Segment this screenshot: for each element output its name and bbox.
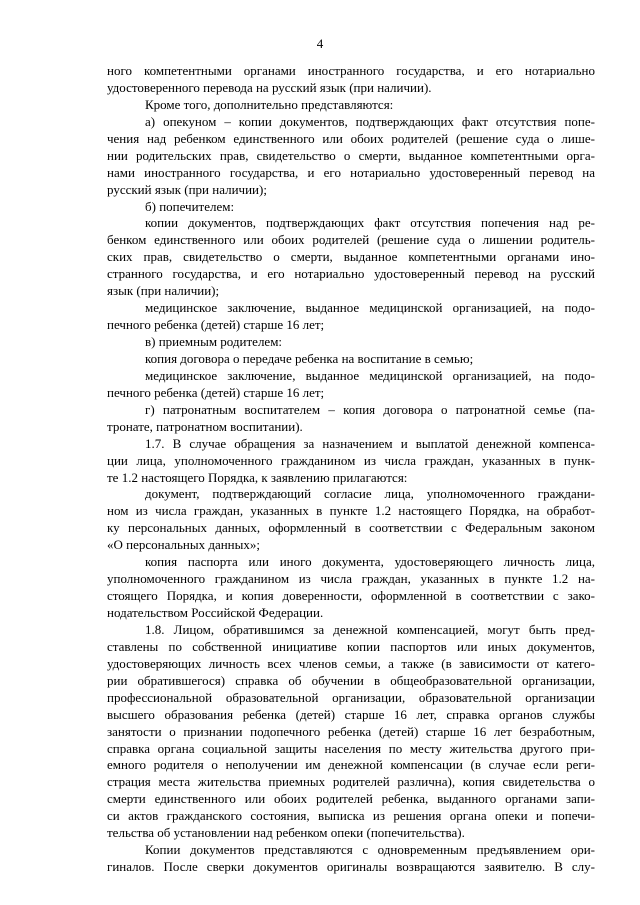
text-line: г) патронатным воспитателем – копия договора о патронатной семье (па- (145, 401, 595, 417)
text-line: «О персональных данных»; (107, 537, 260, 553)
text-line: а) опекуном – копии документов, подтверждающих факт отсутствия попе- (145, 113, 595, 129)
text-line: гиналов. После сверки документов оригиналы возвращаются заявителю. В слу- (107, 859, 595, 875)
text-line: чения над ребенком единственного или обоих родителей (решение суда о лише- (107, 130, 595, 146)
text-line: уполномоченного гражданином из числа граждан, указанных в пункте 1.2 на- (107, 571, 595, 587)
text-line: нии родительских прав, свидетельство о смерти, выданное компетентными орга- (107, 147, 595, 163)
page-number: 4 (316, 36, 324, 51)
text-line: нодательством Российской Федерации. (107, 605, 324, 620)
text-line: емного родителя о неполучении им денежной компенсации (в случае если реги- (107, 757, 595, 773)
text-line: ном из числа граждан, указанных в пункте 1.2 настоящего Порядка, на обработ- (107, 503, 595, 519)
text-line: ного компетентными органами иностранного государства, и его нотариально (107, 63, 595, 78)
text-line: Копии документов представляются с одновременным предъявлением ори- (145, 842, 595, 858)
text-line: копии документов, подтверждающих факт отсутствия попечения над ре- (145, 215, 595, 231)
text-line: 1.7. В случае обращения за назначением и выплатой денежной компенса- (145, 435, 595, 451)
text-line: смерти единственного или обоих родителей ребенка, выданного органами запи- (107, 791, 595, 807)
text-line: си актов гражданского состояния, выписка из решения органа опеки и попечи- (107, 808, 595, 824)
text-line: русский язык (при наличии); (107, 181, 267, 197)
text-line: печного ребенка (детей) старше 16 лет; (107, 317, 325, 333)
text-line: печного ребенка (детей) старше 16 лет; (107, 384, 325, 400)
text-line: удостоверенного перевода на русский язык (при наличии). (107, 79, 432, 95)
text-line: ции лица, уполномоченного гражданином из числа граждан, указанных в пунк- (107, 452, 595, 468)
text-line: удостоверяющих личность всех членов семьи, а также (в зависимости от катего- (107, 655, 595, 671)
text-line: высшего образования ребенка (детей) старше 16 лет, справка органов службы (107, 706, 595, 722)
text-line: медицинское заключение, выданное медицинской организацией, на подо- (145, 367, 595, 383)
text-line: страция места жительства приемных родителей различна), копия свидетельства о (107, 774, 595, 790)
text-line: занятости о признании подопечного ребенка (детей) старше 16 лет безработным, (107, 723, 595, 739)
text-line: 1.8. Лицом, обратившимся за денежной компенсацией, могут быть пред- (145, 621, 595, 637)
text-line: стоящего Порядка, и копия доверенности, оформленной в соответствии с зако- (107, 588, 595, 604)
text-line: нами иностранного государства, и его нотариально удостоверенный перевод на (107, 164, 595, 180)
text-line: рии обратившегося) справка об обучении в общеобразовательной организации, (107, 672, 595, 688)
text-line: профессиональной образовательной организации, образовательной организации (107, 689, 595, 705)
text-line: медицинское заключение, выданное медицинской организацией, на подо- (145, 300, 595, 316)
text-line: документ, подтверждающий согласие лица, уполномоченного граждани- (145, 486, 595, 502)
text-line: ку персональных данных, оформленный в соответствии с Федеральным законом (107, 520, 595, 536)
text-line: б) попечителем: (145, 198, 235, 214)
text-line: ских прав, свидетельство о смерти, выданное компетентными органами ино- (107, 249, 595, 265)
text-line: язык (при наличии); (107, 283, 220, 299)
document-body (107, 63, 595, 876)
text-line: в) приемным родителем: (145, 334, 283, 349)
text-line: те 1.2 настоящего Порядка, к заявлению прилагаются: (107, 469, 408, 485)
text-line: ставлены по собственной инициативе копии паспортов или иных документов, (107, 638, 595, 654)
text-line: тронате, патронатном воспитании). (107, 418, 303, 434)
text-line: бенком единственного или обоих родителей (решение суда о лишении родитель- (107, 232, 595, 248)
text-line: копия паспорта или иного документа, удостоверяющего личность лица, (145, 554, 595, 570)
text-line: тельства об установлении над ребенком опеки (попечительства). (107, 825, 465, 841)
text-line: Кроме того, дополнительно представляются: (145, 96, 394, 112)
text-line: копия договора о передаче ребенка на воспитание в семью; (145, 350, 474, 366)
text-line: странного государства, и его нотариально удостоверенный перевод на русский (107, 266, 595, 282)
text-line: справка органа социальной защиты населения по месту жительства другого при- (107, 740, 595, 756)
